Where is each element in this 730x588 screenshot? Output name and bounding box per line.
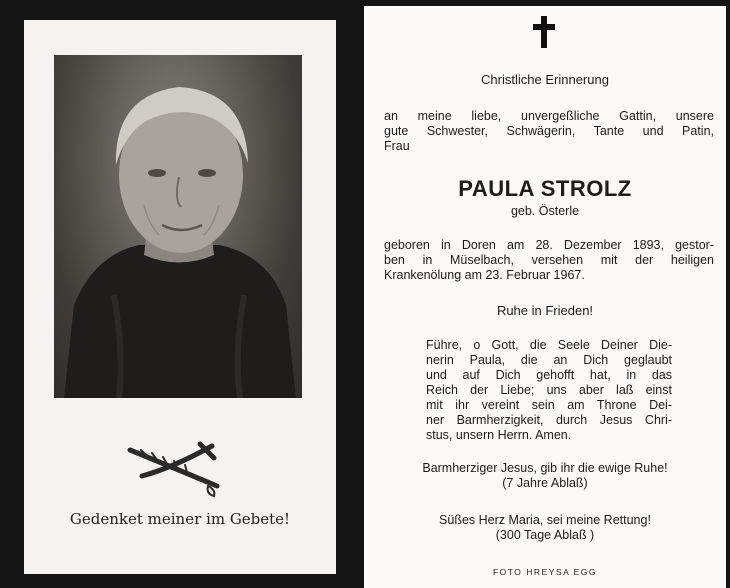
intro-line: Frau <box>384 139 410 153</box>
prayer-line: mit ihr vereint sein am Throne Dei- <box>426 398 672 412</box>
invocation-2: Süßes Herz Maria, sei meine Rettung! <box>439 513 651 527</box>
maiden-name: geb. Österle <box>510 204 580 218</box>
indulgence-2: (300 Tage Ablaß ) <box>495 528 595 542</box>
invocation-1: Barmherziger Jesus, gib ihr die ewige Ruhe! <box>422 461 668 475</box>
intro-line: gute Schwester, Schwägerin, Tante und Patin, <box>384 124 714 138</box>
intro-line: an meine liebe, unvergeßliche Gattin, unsere <box>384 109 714 123</box>
prayer-line: stus, unsern Herrn. Amen. <box>426 428 572 442</box>
rest-in-peace: Ruhe in Frieden! <box>496 303 594 318</box>
portrait-photo <box>54 55 302 398</box>
cross-and-palm-emblem-icon <box>122 438 232 498</box>
deceased-name: PAULA STROLZ <box>458 176 632 201</box>
photographer-credit: FOTO HREYSA EGG <box>492 567 598 577</box>
prayer-line: und auf Dich gehofft hat, in das <box>426 368 672 382</box>
bio-line: geboren in Doren am 28. Dezember 1893, gestor- <box>384 238 714 252</box>
left-caption: Gedenket meiner im Gebete! <box>69 510 291 528</box>
bio-line: Krankenölung am 23. Februar 1967. <box>384 268 585 282</box>
prayer-line: ner Barmherzigkeit, durch Jesus Chri- <box>426 413 672 427</box>
latin-cross-icon <box>532 14 556 50</box>
memorial-card-front <box>24 20 336 574</box>
prayer-line: Reich der Liebe; uns aber laß einst <box>426 383 672 397</box>
heading: Christliche Erinnerung <box>481 72 609 87</box>
prayer-line: nerin Paula, die an Dich geglaubt <box>426 353 672 367</box>
prayer-line: Führe, o Gott, die Seele Deiner Die- <box>426 338 672 352</box>
indulgence-1: (7 Jahre Ablaß) <box>502 476 588 490</box>
memorial-card-back <box>364 6 726 588</box>
bio-line: ben in Müselbach, versehen mit der heiligen <box>384 253 714 267</box>
